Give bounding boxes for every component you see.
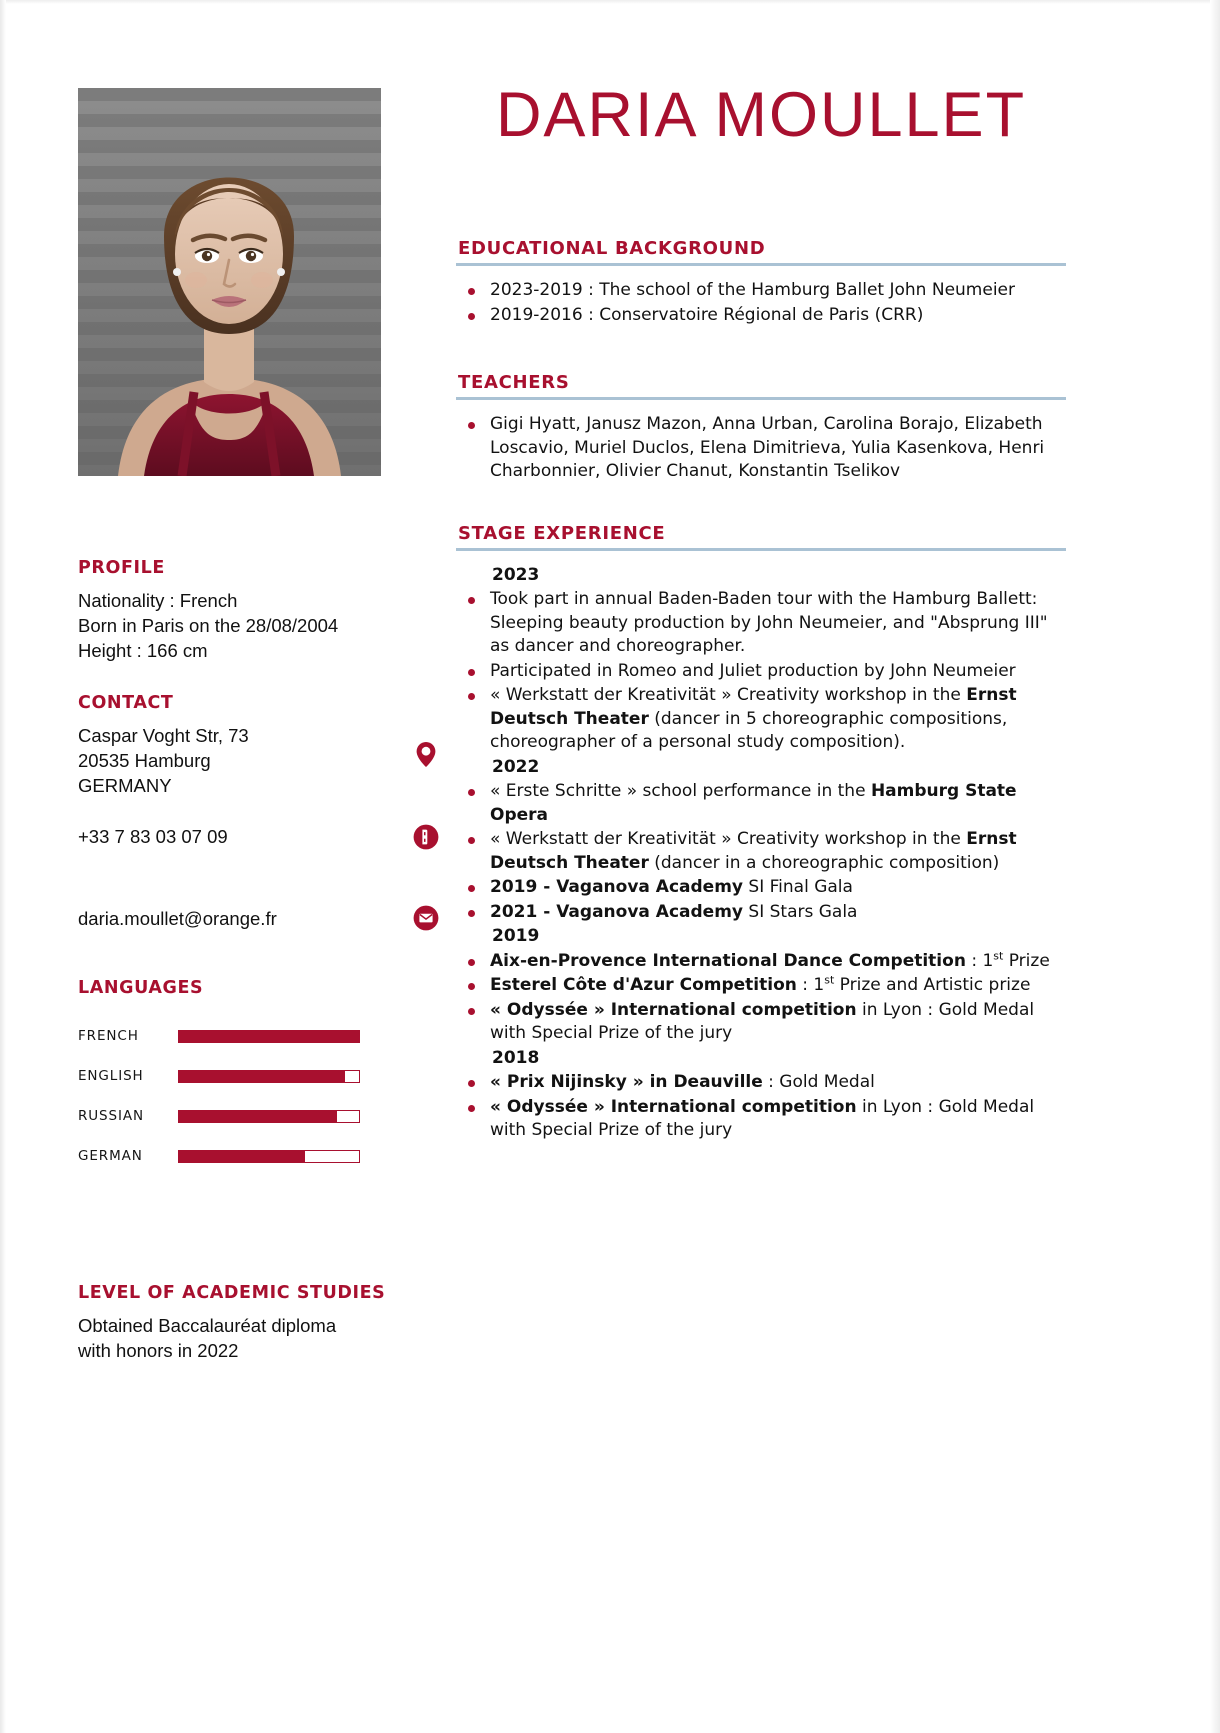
studies-line-1: Obtained Baccalauréat diploma <box>78 1315 337 1336</box>
profile-title: PROFILE <box>78 558 165 578</box>
languages-title: LANGUAGES <box>78 978 204 998</box>
profile-line-nationality: Nationality : French <box>78 590 238 611</box>
language-label: RUSSIAN <box>78 1108 145 1124</box>
language-bar <box>178 1070 360 1083</box>
avatar <box>78 88 381 476</box>
studies-line-2: with honors in 2022 <box>78 1340 239 1361</box>
language-bar-fill <box>179 1071 345 1082</box>
stage-year-label: 2023 <box>492 564 540 585</box>
list-item: « Erste Schritte » school performance in the Hamburg State Opera <box>490 780 1066 827</box>
email-address: daria.moullet@orange.fr <box>78 908 277 929</box>
phone-number: +33 7 83 03 07 09 <box>78 826 228 847</box>
sidebar <box>78 88 408 1361</box>
list-item: « Werkstatt der Kreativität » Creativity workshop in the Ernst Deutsch Theater (dancer in a choreographic composition) <box>490 828 1066 875</box>
language-row-french <box>78 1026 418 1046</box>
stage-year-label: 2018 <box>492 1047 540 1068</box>
language-bar-fill <box>179 1111 337 1122</box>
teachers-title: TEACHERS <box>458 372 570 393</box>
envelope-icon <box>411 903 441 933</box>
profile-section <box>78 558 418 663</box>
address-line-1: Caspar Voght Str, 73 <box>78 725 249 746</box>
stage-experience-section <box>456 523 1066 1143</box>
language-label: GERMAN <box>78 1148 143 1164</box>
stage-year-label: 2019 <box>492 926 540 946</box>
stage-experience-list <box>456 564 1066 1143</box>
stage-year-label: 2022 <box>492 756 540 777</box>
contact-title: CONTACT <box>78 693 174 713</box>
list-item: « Prix Nijinsky » in Deauville : Gold Medal <box>490 1071 1066 1095</box>
contact-address <box>78 723 418 798</box>
stage-experience-title: STAGE EXPERIENCE <box>458 522 666 544</box>
contact-section <box>78 693 418 936</box>
page-edge-top <box>0 0 1220 4</box>
profile-body <box>78 588 418 663</box>
studies-title: LEVEL OF ACADEMIC STUDIES <box>78 1283 386 1303</box>
list-item: 2019 - Vaganova Academy SI Final Gala <box>490 876 1066 900</box>
profile-line-birth: Born in Paris on the 28/08/2004 <box>78 615 339 636</box>
language-bar <box>178 1150 360 1163</box>
main-column <box>456 80 1066 1144</box>
teachers-section <box>456 372 1066 484</box>
studies-body <box>78 1313 418 1363</box>
portrait-photo-icon <box>78 88 381 476</box>
page-edge-right <box>1210 0 1220 1733</box>
address-line-3: GERMANY <box>78 775 172 796</box>
section-divider <box>456 548 1066 551</box>
language-row-english <box>78 1066 418 1086</box>
education-list <box>456 279 1066 327</box>
profile-line-height: Height : 166 cm <box>78 640 208 661</box>
teachers-list <box>456 413 1066 484</box>
education-section <box>456 238 1066 327</box>
language-bar <box>178 1030 360 1043</box>
language-label: FRENCH <box>78 1028 139 1044</box>
language-label: ENGLISH <box>78 1068 144 1084</box>
list-item: 2019-2016 : Conservatoire Régional de Paris (CRR) <box>490 304 1066 328</box>
phone-icon <box>411 822 441 852</box>
list-item: « Odyssée » International competition in Lyon : Gold Medal with Special Prize of the jury <box>490 1096 1066 1143</box>
section-divider <box>456 263 1066 266</box>
list-item: 2023-2019 : The school of the Hamburg Ballet John Neumeier <box>490 279 1066 303</box>
list-item: Aix-en-Provence International Dance Competition : 1st Prize <box>490 950 1066 974</box>
list-item: Participated in Romeo and Juliet production by John Neumeier <box>490 660 1066 684</box>
address-line-2: 20535 Hamburg <box>78 750 211 771</box>
language-row-german <box>78 1146 418 1166</box>
section-divider <box>456 397 1066 400</box>
list-item: « Werkstatt der Kreativität » Creativity workshop in the Ernst Deutsch Theater (dancer in 5 choreographic compositions, choreographer of a personal study composition). <box>490 684 1066 755</box>
language-row-russian <box>78 1106 418 1126</box>
location-pin-icon <box>411 739 441 769</box>
list-item: Esterel Côte d'Azur Competition : 1st Prize and Artistic prize <box>490 974 1066 998</box>
contact-phone[interactable] <box>78 824 418 854</box>
page-edge-left <box>0 0 6 1733</box>
education-title: EDUCATIONAL BACKGROUND <box>458 238 766 259</box>
language-bar-fill <box>179 1151 305 1162</box>
list-item: Took part in annual Baden-Baden tour with the Hamburg Ballett: Sleeping beauty production by John Neumeier, and "Absprung III" as dancer and choreographer. <box>490 588 1066 659</box>
list-item: 2021 - Vaganova Academy SI Stars Gala <box>490 901 1066 925</box>
languages-section <box>78 978 418 1186</box>
language-bar <box>178 1110 360 1123</box>
studies-section <box>78 1283 418 1363</box>
contact-email[interactable] <box>78 906 418 936</box>
list-item: Gigi Hyatt, Janusz Mazon, Anna Urban, Carolina Borajo, Elizabeth Loscavio, Muriel Duclos, Elena Dimitrieva, Yulia Kasenkova, Henri Charbonnier, Olivier Chanut, Konstantin Tselikov <box>490 413 1066 484</box>
page-title: DARIA MOULLET <box>495 80 1027 150</box>
list-item: « Odyssée » International competition in Lyon : Gold Medal with Special Prize of the jury <box>490 999 1066 1046</box>
